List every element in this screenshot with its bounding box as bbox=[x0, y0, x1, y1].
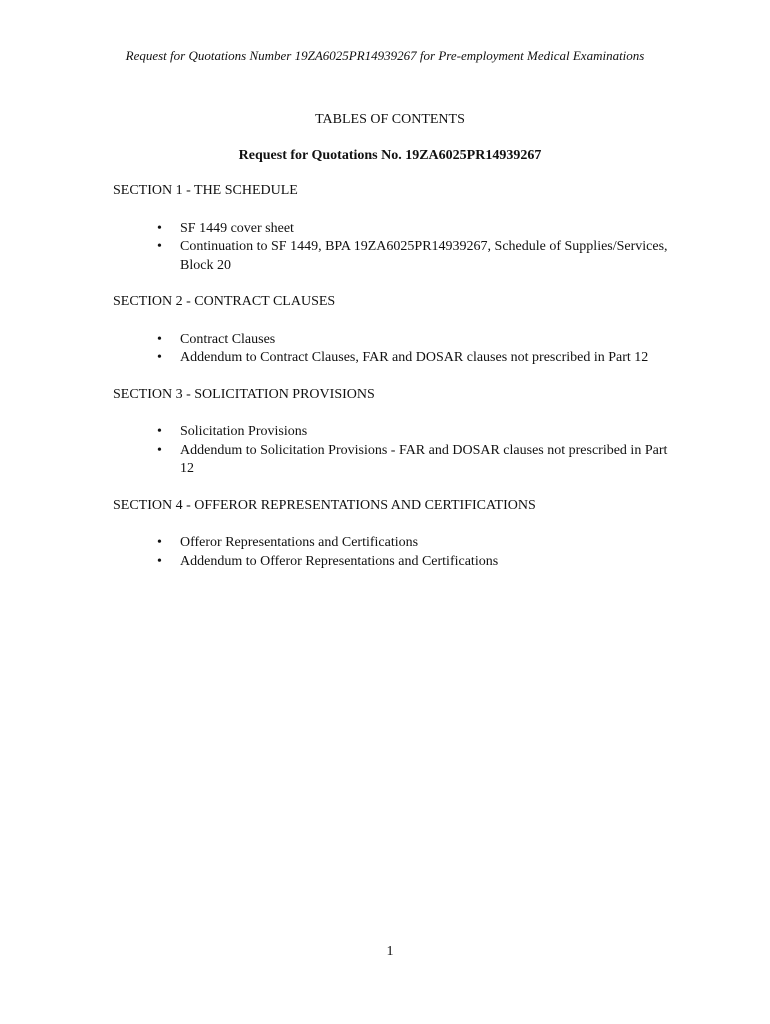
toc-content bbox=[113, 182, 673, 589]
toc-section-4 bbox=[113, 497, 673, 572]
section-heading: SECTION 3 - SOLICITATION PROVISIONS bbox=[113, 386, 375, 402]
section-heading: SECTION 1 - THE SCHEDULE bbox=[113, 183, 298, 198]
list-item-text: Addendum to Contract Clauses, FAR and DOSAR clauses not prescribed in Part 12 bbox=[180, 350, 649, 365]
page-number: 1 bbox=[386, 944, 394, 959]
section-item-list bbox=[113, 331, 673, 368]
section-item-list bbox=[113, 423, 673, 479]
list-item bbox=[113, 423, 673, 442]
list-item-text: Continuation to SF 1449, BPA 19ZA6025PR14939267, Schedule of Supplies/Services, Block 20 bbox=[180, 239, 668, 273]
list-item bbox=[113, 553, 673, 572]
bullet: • bbox=[157, 442, 162, 458]
section-item-list bbox=[113, 220, 673, 276]
list-item-text: Offeror Representations and Certifications bbox=[180, 535, 419, 550]
bullet: • bbox=[157, 331, 162, 347]
running-header: Request for Quotations Number 19ZA6025PR14939267 for Pre-employment Medical Examinations bbox=[125, 48, 645, 63]
toc-section-1 bbox=[113, 182, 673, 275]
toc-section-2 bbox=[113, 293, 673, 368]
rfq-title: Request for Quotations No. 19ZA6025PR14939267 bbox=[238, 148, 542, 163]
bullet: • bbox=[157, 220, 162, 236]
bullet: • bbox=[157, 553, 162, 569]
list-item bbox=[113, 220, 673, 239]
toc-section-3 bbox=[113, 386, 673, 479]
section-heading: SECTION 4 - OFFEROR REPRESENTATIONS AND CERTIFICATIONS bbox=[113, 497, 536, 513]
list-item bbox=[113, 534, 673, 553]
list-item-text: SF 1449 cover sheet bbox=[180, 220, 294, 236]
section-item-list bbox=[113, 534, 673, 571]
list-item-text: Contract Clauses bbox=[180, 331, 276, 347]
bullet: • bbox=[157, 424, 162, 439]
bullet: • bbox=[157, 239, 162, 254]
list-item-text: Addendum to Offeror Representations and Certifications bbox=[180, 553, 499, 569]
list-item bbox=[113, 349, 673, 368]
bullet: • bbox=[157, 535, 162, 550]
list-item-text: Addendum to Solicitation Provisions - FAR and DOSAR clauses not prescribed in Part 12 bbox=[180, 442, 668, 476]
section-heading: SECTION 2 - CONTRACT CLAUSES bbox=[113, 294, 336, 309]
list-item-text: Solicitation Provisions bbox=[180, 424, 308, 439]
list-item bbox=[113, 331, 673, 350]
list-item bbox=[113, 442, 673, 479]
bullet: • bbox=[157, 350, 162, 365]
toc-title: TABLES OF CONTENTS bbox=[315, 112, 465, 127]
list-item bbox=[113, 238, 673, 275]
